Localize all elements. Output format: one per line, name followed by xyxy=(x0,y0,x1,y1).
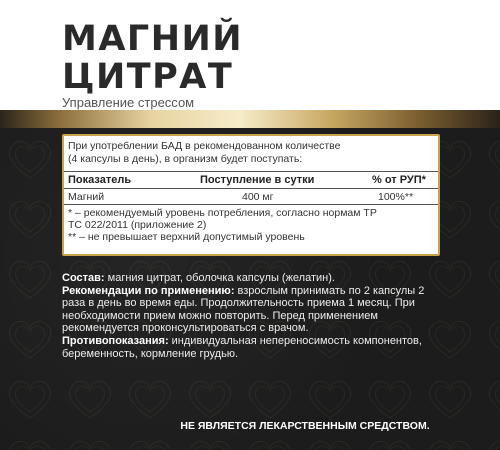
product-title xyxy=(62,20,243,96)
footnote-1 xyxy=(68,207,377,231)
header-indicator: Показатель xyxy=(68,174,132,186)
product-subtitle: Управление стрессом xyxy=(62,95,195,110)
footnote-1-line2: ТС 022/2011 (приложение 2) xyxy=(68,219,207,231)
row-percent-rup: 100%** xyxy=(378,191,414,203)
product-title-line1: МАГНИЙ xyxy=(62,19,244,59)
footnote-2: ** – не превышает верхний допустимый уровень xyxy=(68,231,305,243)
footnote-1-line1: * – рекомендуемый уровень потребления, согласно нормам ТР xyxy=(68,207,377,219)
gold-stripe xyxy=(0,110,500,128)
panel-divider xyxy=(64,188,438,189)
composition-paragraph xyxy=(62,272,442,285)
header-section xyxy=(0,0,500,110)
panel-divider xyxy=(64,204,438,205)
usage-label: Рекомендации по применению: xyxy=(62,284,235,297)
panel-intro-line1: При употреблении БАД в рекомендованном количестве xyxy=(68,140,341,152)
header-daily-intake: Поступление в сутки xyxy=(200,174,315,186)
product-title-line2: ЦИТРАТ xyxy=(62,57,234,97)
nutrition-panel xyxy=(62,134,440,256)
composition-label: Состав: xyxy=(62,272,105,284)
product-info xyxy=(62,272,442,360)
composition-text: магния цитрат, оболочка капсулы (желатин). xyxy=(104,272,335,284)
usage-text: взрослым принимать по 2 капсулы 2 раза в день во время еды. Продолжительность приема 1 месяц. При необходимости прием можно повторить. Перед применением рекомендуется проконсультироваться с врачом. xyxy=(62,284,425,335)
contraindications-paragraph xyxy=(62,335,442,360)
header-percent-rup: % от РУП* xyxy=(372,174,426,186)
panel-intro xyxy=(68,140,340,166)
panel-divider xyxy=(64,171,438,172)
contraindications-text: индивидуальная непереносимость компонентов, беременность, кормление грудью. xyxy=(62,334,422,360)
contraindications-label: Противопоказания: xyxy=(62,334,169,347)
row-daily-intake: 400 мг xyxy=(242,191,274,203)
usage-paragraph xyxy=(62,285,442,335)
disclaimer: НЕ ЯВЛЯЕТСЯ ЛЕКАРСТВЕННЫМ СРЕДСТВОМ. xyxy=(180,420,430,432)
panel-intro-line2: (4 капсулы в день), в организм будет поступать: xyxy=(68,153,303,165)
row-indicator: Магний xyxy=(68,191,105,203)
